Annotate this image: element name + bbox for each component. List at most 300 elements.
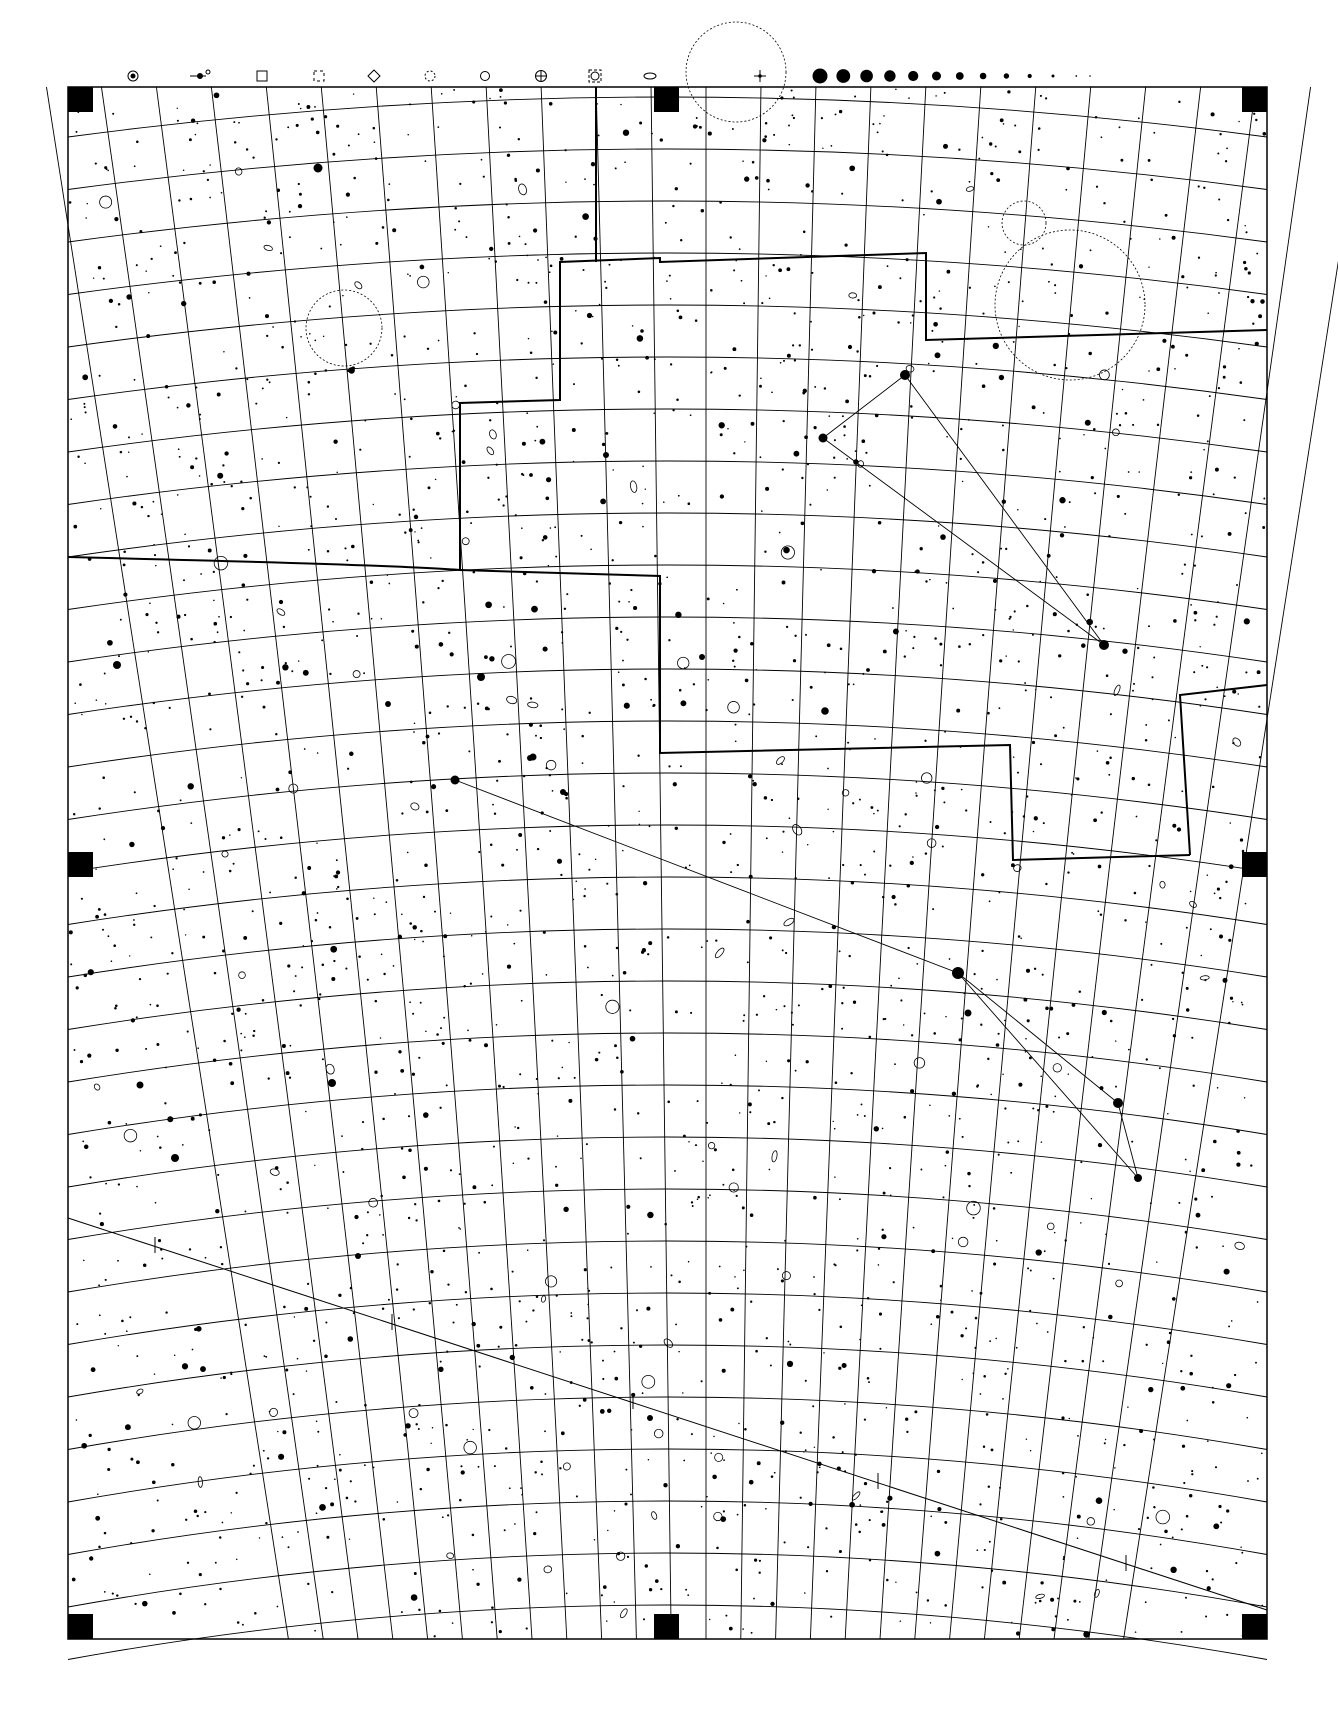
star [962, 1136, 964, 1138]
star [498, 1085, 501, 1088]
star [545, 767, 547, 769]
star [607, 1530, 608, 1531]
star [1076, 777, 1079, 780]
star [967, 1172, 970, 1175]
star [612, 975, 614, 977]
star [1229, 864, 1234, 869]
star [249, 297, 251, 299]
star [803, 389, 807, 393]
star [739, 248, 741, 250]
star [835, 113, 837, 115]
star [401, 1147, 403, 1149]
star [959, 1038, 962, 1041]
star [1108, 1263, 1110, 1265]
grid-meridian [431, 87, 532, 1639]
star [172, 1611, 176, 1615]
star [664, 1223, 667, 1226]
star [483, 176, 485, 178]
star [622, 785, 624, 787]
galaxy-icon [136, 1388, 144, 1395]
star [546, 477, 551, 482]
star [240, 1049, 242, 1051]
star [472, 100, 475, 103]
star [936, 199, 942, 205]
star [1218, 1505, 1221, 1508]
star [131, 1018, 135, 1022]
star [1148, 370, 1150, 372]
star [191, 119, 195, 123]
star [358, 955, 361, 958]
star [244, 1210, 246, 1212]
star [155, 565, 157, 567]
star [988, 1485, 990, 1487]
star [330, 946, 337, 953]
star [107, 640, 113, 646]
star [544, 1393, 546, 1395]
star [878, 1264, 880, 1266]
star [1075, 1476, 1077, 1478]
star [488, 1429, 490, 1431]
star [477, 703, 479, 705]
star [138, 1394, 140, 1396]
star [410, 781, 413, 784]
star [854, 95, 856, 97]
star [805, 183, 809, 187]
star [907, 947, 909, 949]
star [185, 1519, 187, 1521]
star [1137, 647, 1139, 649]
star [725, 1615, 727, 1617]
star [920, 547, 923, 550]
star [535, 377, 537, 379]
star [960, 428, 962, 430]
star [1096, 1497, 1103, 1504]
grid-meridian [541, 87, 601, 1639]
star [575, 236, 577, 238]
star [841, 1002, 843, 1004]
star [150, 1004, 152, 1006]
star [867, 1297, 870, 1300]
star [396, 879, 399, 882]
star [385, 701, 391, 707]
star [405, 1423, 410, 1428]
star [667, 1101, 670, 1104]
star [380, 1195, 382, 1197]
star [536, 168, 540, 172]
star [502, 1086, 504, 1088]
star [732, 660, 734, 662]
registration-mark [1242, 87, 1267, 112]
star [440, 1027, 442, 1029]
star [484, 1043, 488, 1047]
star [159, 1146, 162, 1149]
star [733, 622, 735, 624]
star [551, 1040, 553, 1042]
star [987, 712, 990, 715]
star [366, 1234, 368, 1236]
grid-parallel [68, 409, 1267, 452]
star [834, 1176, 835, 1177]
star [336, 125, 339, 128]
star [1105, 1439, 1106, 1440]
star [345, 344, 347, 346]
star [1215, 274, 1217, 276]
star [339, 1454, 341, 1456]
star [1123, 221, 1125, 223]
star [882, 1128, 884, 1130]
star [722, 841, 725, 844]
star [820, 569, 822, 571]
star [1235, 1562, 1237, 1564]
star [1054, 1096, 1056, 1098]
star [893, 629, 899, 635]
star [1042, 248, 1044, 250]
star [104, 673, 106, 675]
star [688, 1261, 690, 1263]
star [795, 1070, 797, 1072]
star [737, 1287, 739, 1289]
star [895, 89, 897, 91]
star [946, 436, 948, 438]
star [1190, 604, 1192, 606]
star [472, 1429, 473, 1430]
star [649, 1588, 652, 1591]
star [1213, 493, 1215, 495]
star [1218, 387, 1220, 389]
star [899, 277, 901, 279]
star [496, 402, 498, 404]
star [297, 1531, 299, 1533]
star [308, 381, 311, 384]
star [735, 1569, 738, 1572]
star [459, 183, 461, 185]
star [293, 1393, 295, 1395]
star [626, 639, 628, 641]
star [1228, 1022, 1231, 1025]
grid-parallel [68, 1501, 1267, 1555]
star [842, 415, 844, 417]
open-cluster-icon [188, 1416, 201, 1429]
star [473, 332, 475, 334]
star [525, 1321, 527, 1323]
star [892, 607, 894, 609]
star [351, 545, 355, 549]
open-cluster-icon [782, 1272, 790, 1280]
star [749, 875, 753, 879]
star [774, 1472, 776, 1474]
star [448, 632, 450, 634]
star [98, 1546, 101, 1549]
star [322, 964, 325, 967]
star [441, 580, 443, 582]
star [1007, 1142, 1009, 1144]
star [98, 908, 101, 911]
star [876, 365, 878, 367]
star [234, 141, 236, 143]
star [1204, 979, 1206, 981]
star [221, 1263, 223, 1265]
star [942, 846, 944, 848]
star [214, 622, 218, 626]
star [218, 616, 220, 618]
star [452, 1321, 454, 1323]
star [225, 1413, 227, 1415]
star [320, 248, 322, 250]
star [338, 1294, 341, 1297]
star [99, 1314, 101, 1316]
star [965, 809, 967, 811]
star [1018, 935, 1021, 938]
star [1226, 1509, 1229, 1512]
star [883, 1018, 885, 1020]
bright-star [137, 1082, 144, 1089]
star [859, 1504, 861, 1506]
star [739, 394, 741, 396]
star [755, 176, 759, 180]
star [1095, 116, 1098, 119]
star [237, 1621, 240, 1624]
star [753, 703, 755, 705]
open-cluster-icon [967, 1201, 981, 1215]
star [861, 1304, 863, 1306]
star [549, 774, 551, 776]
star [230, 1081, 234, 1085]
star [485, 931, 487, 933]
star [994, 285, 996, 287]
star [618, 601, 620, 603]
star [872, 311, 875, 314]
star [606, 1620, 607, 1621]
star [948, 1115, 950, 1117]
star [265, 1522, 267, 1524]
star [286, 1181, 289, 1184]
star [584, 945, 587, 948]
star [1002, 449, 1005, 452]
open-cluster-icon [481, 72, 490, 81]
star [589, 712, 591, 714]
star [982, 137, 984, 139]
star [676, 1418, 678, 1420]
star [956, 709, 960, 713]
star [190, 638, 193, 641]
star [582, 762, 584, 764]
star [935, 95, 937, 97]
star [614, 1044, 617, 1047]
star [816, 1471, 818, 1473]
star [412, 925, 417, 930]
star [1194, 619, 1196, 621]
star [983, 1445, 985, 1447]
star [761, 510, 763, 512]
star [1043, 822, 1045, 824]
star [1181, 573, 1183, 575]
star [564, 149, 566, 151]
star [649, 825, 651, 827]
star [782, 851, 783, 852]
star [894, 1063, 896, 1065]
star [1114, 1467, 1116, 1469]
star [317, 752, 319, 754]
star [350, 1287, 352, 1289]
star [81, 898, 83, 900]
star [403, 335, 405, 337]
star [423, 896, 425, 898]
star [442, 1516, 444, 1518]
star [182, 1363, 188, 1369]
star [199, 414, 201, 416]
grid-parallel [68, 877, 1267, 925]
star [1045, 97, 1047, 99]
star [739, 1112, 740, 1113]
star [530, 351, 533, 354]
galaxy-icon [1159, 881, 1165, 889]
star [548, 565, 549, 566]
star [495, 260, 497, 262]
star [73, 813, 75, 815]
star [910, 405, 913, 408]
star [412, 1073, 415, 1076]
star [288, 770, 292, 774]
star [126, 294, 131, 299]
star [929, 579, 931, 581]
star [561, 1431, 565, 1435]
star [864, 1419, 866, 1421]
star [535, 282, 537, 284]
star [1184, 564, 1186, 566]
star [980, 1292, 983, 1295]
star [805, 1380, 807, 1382]
star [721, 1082, 723, 1084]
star [76, 1323, 78, 1325]
star [1005, 548, 1007, 550]
star [303, 670, 309, 676]
star [1080, 1222, 1082, 1224]
star [570, 1312, 572, 1314]
star [839, 1550, 842, 1553]
star [563, 728, 565, 730]
star [855, 1523, 858, 1526]
star [123, 718, 125, 720]
star [464, 385, 467, 388]
star [209, 728, 211, 730]
stars [69, 88, 1266, 1637]
star [1145, 1601, 1147, 1603]
star [491, 1606, 494, 1609]
star [928, 363, 930, 365]
star [1229, 822, 1231, 824]
star [1090, 249, 1092, 251]
star [1219, 897, 1221, 899]
star [879, 1313, 882, 1316]
star [627, 1233, 629, 1235]
star [1204, 698, 1206, 700]
star [517, 1127, 519, 1129]
star [900, 999, 902, 1001]
open-cluster-icon [1047, 1223, 1054, 1230]
star [1150, 1202, 1152, 1204]
star [272, 326, 274, 328]
star [736, 589, 738, 591]
star [943, 144, 948, 149]
star [1050, 1598, 1054, 1602]
galaxy-icon [1113, 684, 1122, 696]
star [498, 760, 501, 763]
star [827, 809, 828, 810]
star [581, 535, 583, 537]
star [1002, 1398, 1004, 1400]
star [1148, 865, 1150, 867]
star [981, 988, 983, 990]
star [213, 641, 215, 643]
star [785, 1450, 787, 1452]
star [1038, 127, 1041, 130]
star [1253, 113, 1255, 115]
star [680, 700, 686, 706]
star [145, 1048, 147, 1050]
star [450, 1169, 452, 1171]
star [996, 1043, 1000, 1047]
star [993, 343, 999, 349]
star [550, 527, 552, 529]
grid-meridian [596, 87, 636, 1639]
star [453, 430, 455, 432]
star [697, 1100, 699, 1102]
star [1260, 299, 1265, 304]
star [478, 1252, 480, 1254]
star [555, 556, 557, 558]
open-cluster-icon [1116, 1280, 1123, 1287]
star [141, 506, 143, 508]
star [1004, 1020, 1005, 1021]
star [181, 301, 186, 306]
star [1148, 625, 1150, 627]
star [857, 1238, 859, 1240]
star [1236, 1162, 1240, 1166]
star [1164, 1530, 1168, 1534]
star [638, 811, 639, 812]
star [114, 1007, 117, 1010]
star [277, 1606, 279, 1608]
star [1193, 1085, 1195, 1087]
star [782, 831, 784, 833]
grid-meridian [376, 87, 497, 1639]
star [467, 1030, 469, 1032]
star [910, 861, 914, 865]
star [1022, 300, 1024, 302]
star [1245, 512, 1247, 514]
star [794, 312, 796, 314]
star [897, 321, 899, 323]
star [620, 631, 622, 633]
star [754, 1559, 757, 1562]
open-cluster-icon [1112, 429, 1119, 436]
star [1110, 1020, 1113, 1023]
star [605, 432, 608, 435]
star [456, 396, 458, 398]
star [564, 608, 566, 610]
star [919, 300, 921, 302]
star [877, 131, 879, 133]
star [602, 1378, 604, 1380]
star [690, 163, 692, 165]
star [706, 1122, 708, 1124]
star [306, 105, 310, 109]
galaxy-icon [543, 1565, 552, 1573]
star [821, 988, 823, 990]
star [1232, 690, 1236, 694]
star [864, 1482, 867, 1485]
star [981, 873, 984, 876]
